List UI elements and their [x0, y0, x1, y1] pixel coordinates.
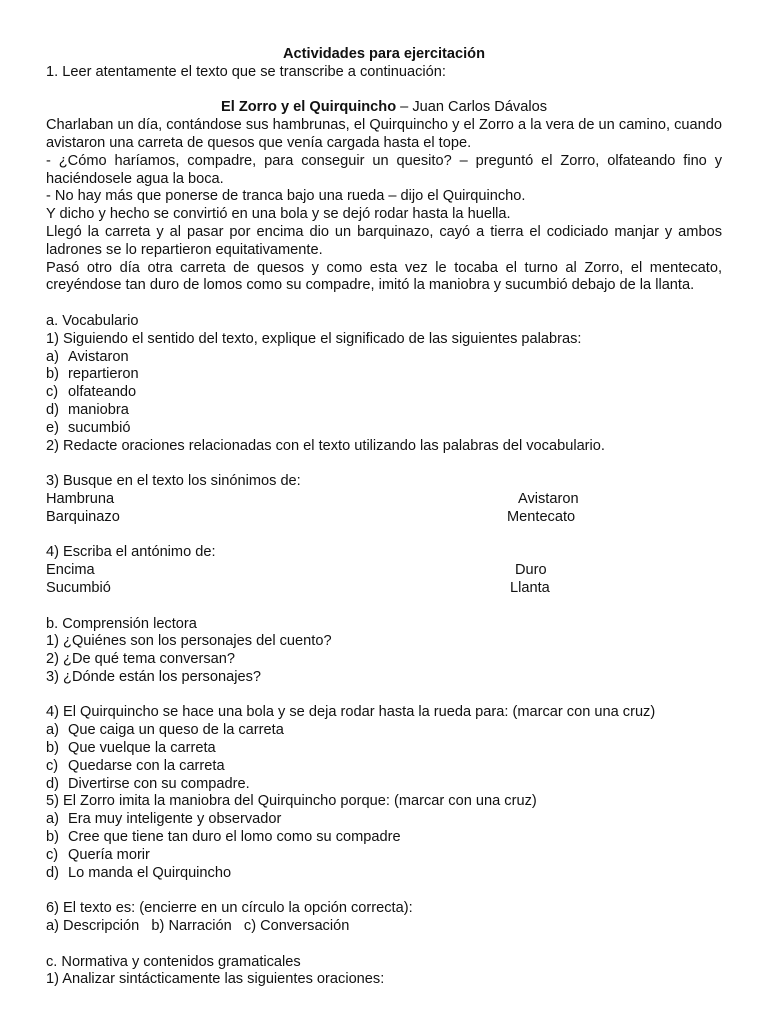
option-item: b) Que vuelque la carreta: [46, 740, 216, 757]
story-paragraph-2: - ¿Cómo haríamos, compadre, para conseguir un quesito? – preguntó el Zorro, olfateando fino y haciéndosele agua la boca.: [46, 152, 722, 187]
instruction-1: 1. Leer atentamente el texto que se transcribe a continuación:: [46, 63, 446, 80]
story-paragraph-1: Charlaban un día, contándose sus hambrunas, el Quirquincho y el Zorro a la vera de un camino, cuando avistaron una carreta de quesos que venía cargada hasta el tope.: [46, 117, 722, 151]
section-a-question-1: 1) Siguiendo el sentido del texto, explique el significado de las siguientes palabras:: [46, 330, 582, 347]
antonym-row: Encima Duro: [46, 562, 547, 579]
section-b-question-6-options: a) Descripción b) Narración c) Conversación: [46, 918, 350, 935]
section-b-question-6: 6) El texto es: (encierre en un círculo la opción correcta):: [46, 900, 413, 917]
section-a-question-2: 2) Redacte oraciones relacionadas con el texto utilizando las palabras del vocabulario.: [46, 437, 605, 454]
section-c-heading: c. Normativa y contenidos gramaticales: [46, 953, 301, 970]
vocab-item: c) olfateando: [46, 384, 137, 401]
comprehension-question: 2) ¿De qué tema conversan?: [46, 651, 236, 668]
section-b-question-5: 5) El Zorro imita la maniobra del Quirquincho porque: (marcar con una cruz): [46, 793, 537, 810]
section-b-heading: b. Comprensión lectora: [46, 615, 197, 632]
story-heading: [46, 99, 722, 117]
option-item: d) Lo manda el Quirquincho: [46, 864, 232, 881]
option-item: a) Que caiga un queso de la carreta: [46, 722, 284, 739]
story-author: – Juan Carlos Dávalos: [396, 99, 548, 116]
vocab-item: e) sucumbió: [46, 419, 131, 436]
section-b-question-4: 4) El Quirquincho se hace una bola y se deja rodar hasta la rueda para: (marcar con una cruz): [46, 704, 656, 721]
section-c-question-1: 1) Analizar sintácticamente las siguientes oraciones:: [46, 971, 385, 988]
option-item: a) Era muy inteligente y observador: [46, 811, 282, 828]
story-title: El Zorro y el Quirquincho: [220, 99, 397, 116]
antonym-row: Sucumbió Llanta: [46, 579, 550, 596]
story-paragraph-5: Llegó la carreta y al pasar por encima dio un barquinazo, cayó a tierra el codiciado manjar y ambos ladrones se lo repartieron equitativamente.: [46, 223, 722, 258]
option-item: b) Cree que tiene tan duro el lomo como su compadre: [46, 829, 401, 846]
story-paragraph-6: Pasó otro día otra carreta de quesos y como esta vez le tocaba el turno al Zorro, el mentecato, creyéndose tan duro de lomos como su compadre, imitó la maniobra y sucumbió debajo de la llanta.: [46, 259, 722, 294]
document-page: [46, 46, 722, 989]
synonym-row: Barquinazo Mentecato: [46, 508, 576, 525]
section-a-question-3: 3) Busque en el texto los sinónimos de:: [46, 473, 301, 490]
section-a-heading: a. Vocabulario: [46, 312, 139, 329]
comprehension-question: 1) ¿Quiénes son los personajes del cuento?: [46, 633, 332, 650]
section-a-question-4: 4) Escriba el antónimo de:: [46, 544, 216, 561]
option-item: c) Quería morir: [46, 846, 150, 863]
vocab-item: b) repartieron: [46, 366, 139, 383]
vocab-item: d) maniobra: [46, 401, 129, 418]
document-title: Actividades para ejercitación: [283, 46, 485, 62]
vocab-item: a) Avistaron: [46, 348, 129, 365]
story-paragraph-4: Y dicho y hecho se convirtió en una bola y se dejó rodar hasta la huella.: [46, 206, 511, 223]
story-paragraph-3: - No hay más que ponerse de tranca bajo una rueda – dijo el Quirquincho.: [46, 188, 526, 205]
option-item: c) Quedarse con la carreta: [46, 757, 225, 774]
synonym-row: Hambruna Avistaron: [46, 490, 579, 507]
comprehension-question: 3) ¿Dónde están los personajes?: [46, 668, 261, 685]
option-item: d) Divertirse con su compadre.: [46, 775, 250, 792]
